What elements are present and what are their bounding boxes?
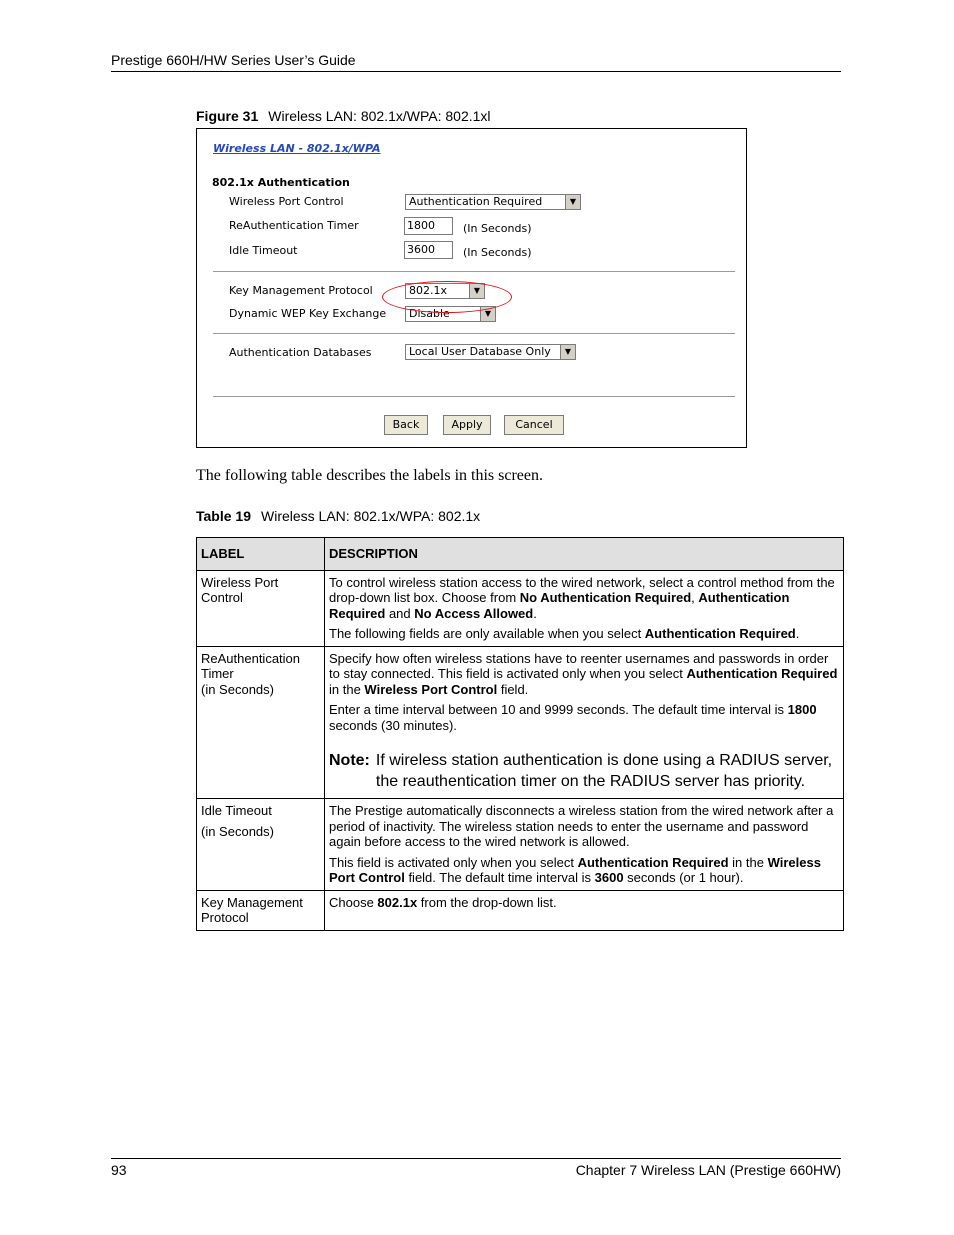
row-description: To control wireless station access to the wired network, select a control method from the drop-down list box. Choose from No Authentication Required, Authentication Required and No Access Allowed. The following fields are only available when you select Authentication Required. xyxy=(325,570,844,646)
figure-caption xyxy=(196,108,491,124)
idle-label: Idle Timeout xyxy=(229,244,298,257)
dropdown-arrow-icon: ▼ xyxy=(480,307,495,321)
authdb-select[interactable] xyxy=(405,344,576,360)
wep-label: Dynamic WEP Key Exchange xyxy=(229,307,387,320)
row-label: Wireless Port Control xyxy=(197,570,325,646)
figure-label: Figure 31 xyxy=(196,108,259,124)
row-label: ReAuthentication Timer (in Seconds) xyxy=(197,646,325,799)
row-label: Idle Timeout (in Seconds) xyxy=(197,799,325,891)
description-table xyxy=(196,537,844,931)
note-label: Note: xyxy=(329,752,370,769)
table-row xyxy=(197,570,844,646)
authdb-value: Local User Database Only xyxy=(409,345,551,358)
keymgmt-value: 802.1x xyxy=(409,284,448,297)
dropdown-arrow-icon: ▼ xyxy=(565,195,580,209)
row-description: Specify how often wireless stations have to reenter usernames and passwords in order to stay connected. This field is activated only when you select Authentication Required in the Wireless Port Control field. Enter a time interval between 10 and 9999 seconds. The default time interval is 1800 seconds (30 minutes). Note: If wireless station authentication is done using a RADIUS server, the reauthentication timer on the RADIUS server has priority. xyxy=(325,646,844,799)
table-caption xyxy=(196,508,480,524)
row-description: Choose 802.1x from the drop-down list. xyxy=(325,890,844,930)
idle-unit: (In Seconds) xyxy=(463,246,532,259)
dropdown-arrow-icon: ▼ xyxy=(560,345,575,359)
dropdown-arrow-icon: ▼ xyxy=(469,284,484,298)
back-button[interactable]: Back xyxy=(384,415,428,435)
note-text: If wireless station authentication is done using a RADIUS server, the reauthentication timer on the RADIUS server has priority. xyxy=(375,752,833,790)
idle-input[interactable]: 3600 xyxy=(404,241,453,259)
intro-paragraph: The following table describes the labels in this screen. xyxy=(196,467,544,484)
table-header-row xyxy=(197,538,844,571)
chapter-title: Chapter 7 Wireless LAN (Prestige 660HW) xyxy=(575,1162,841,1178)
section-title: 802.1x Authentication xyxy=(212,176,350,189)
port-control-select[interactable] xyxy=(405,194,581,210)
page-number: 93 xyxy=(111,1162,127,1178)
table-row xyxy=(197,799,844,891)
column-header-description: DESCRIPTION xyxy=(325,538,844,571)
highlight-circle xyxy=(382,281,512,313)
reauth-input[interactable]: 1800 xyxy=(404,217,453,235)
note-block xyxy=(329,751,839,792)
table-label: Table 19 xyxy=(196,508,251,524)
port-control-label: Wireless Port Control xyxy=(229,195,344,208)
running-header: Prestige 660H/HW Series User’s Guide xyxy=(111,52,356,68)
separator xyxy=(213,396,735,397)
table-caption-text: Wireless LAN: 802.1x/WPA: 802.1x xyxy=(261,508,481,524)
authdb-label: Authentication Databases xyxy=(229,346,372,359)
footer-rule xyxy=(111,1158,841,1159)
figure-caption-text: Wireless LAN: 802.1x/WPA: 802.1xl xyxy=(268,108,491,124)
reauth-label: ReAuthentication Timer xyxy=(229,219,359,232)
screen-title: Wireless LAN - 802.1x/WPA xyxy=(213,142,381,155)
apply-button[interactable]: Apply xyxy=(443,415,491,435)
separator xyxy=(213,271,735,272)
keymgmt-label: Key Management Protocol xyxy=(229,284,373,297)
table-row xyxy=(197,646,844,799)
port-control-value: Authentication Required xyxy=(409,195,543,208)
wep-value: Disable xyxy=(409,307,450,320)
screenshot-figure xyxy=(196,128,747,448)
table-row xyxy=(197,890,844,930)
row-label: Key Management Protocol xyxy=(197,890,325,930)
column-header-label: LABEL xyxy=(197,538,325,571)
reauth-unit: (In Seconds) xyxy=(463,222,532,235)
row-description: The Prestige automatically disconnects a wireless station from the wired network after a period of inactivity. The wireless station needs to enter the username and password again before access to the wired network is allowed. This field is activated only when you select Authentication Required in the Wireless Port Control field. The default time interval is 3600 seconds (or 1 hour). xyxy=(325,799,844,891)
cancel-button[interactable]: Cancel xyxy=(504,415,564,435)
header-rule xyxy=(111,71,841,72)
separator xyxy=(213,333,735,334)
